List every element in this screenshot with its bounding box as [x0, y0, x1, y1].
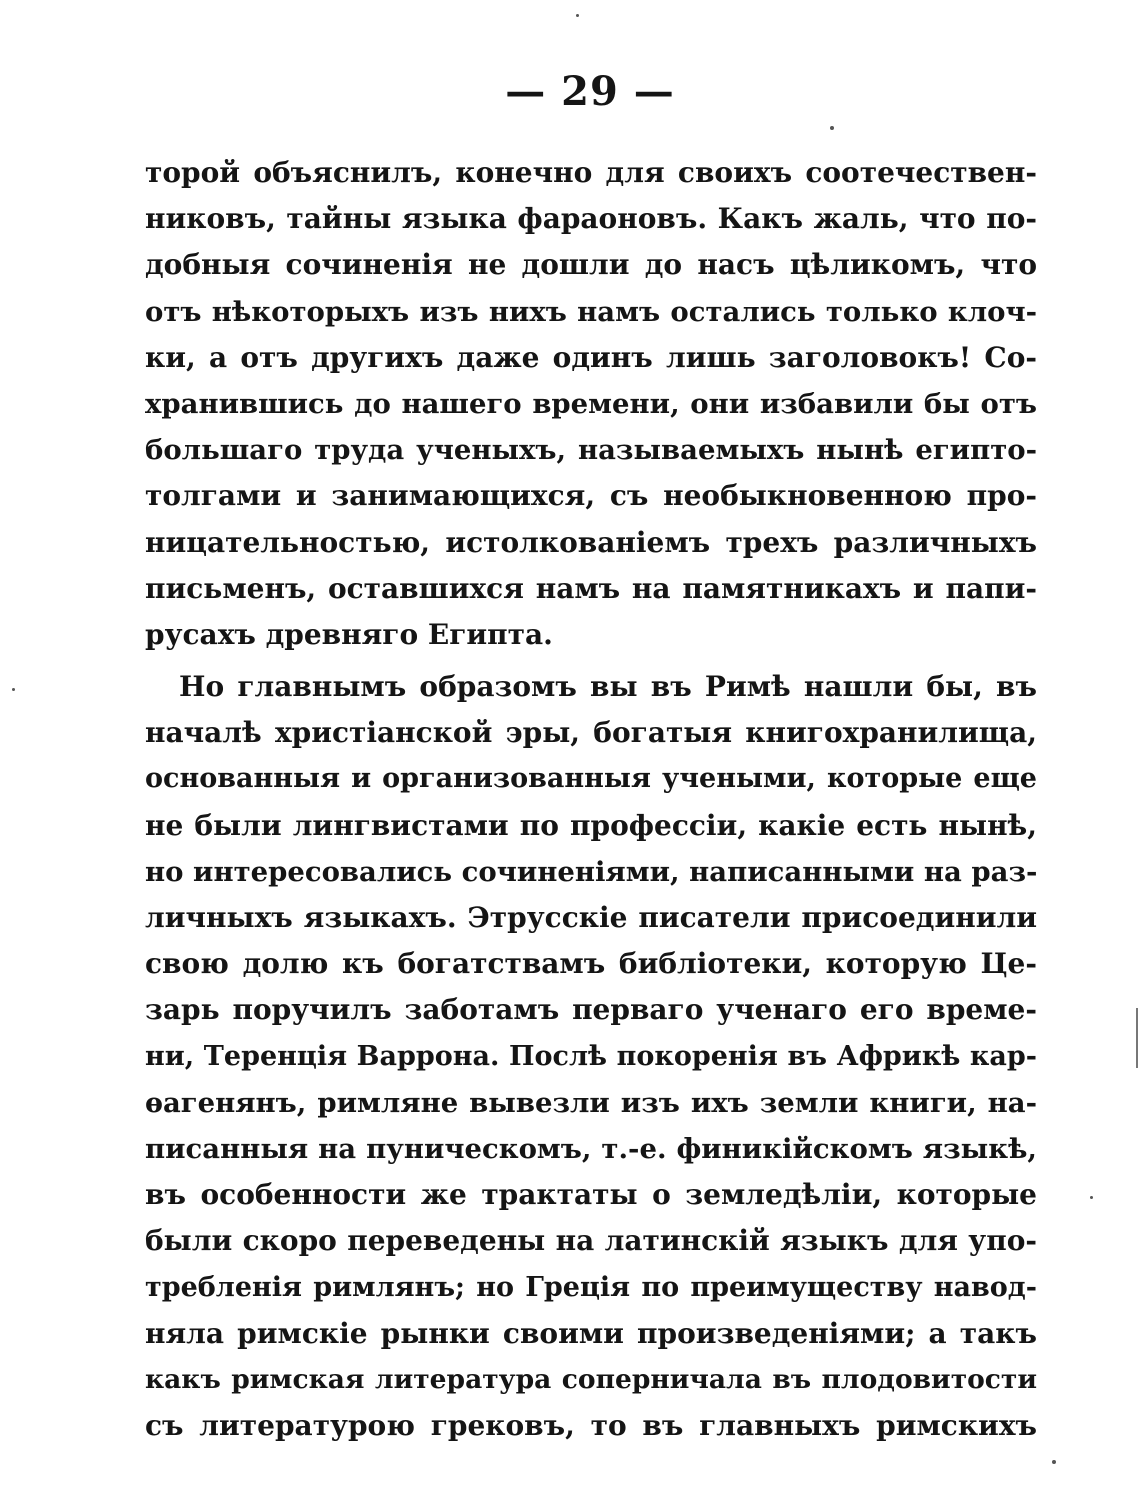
page-edge-mark	[1136, 1008, 1138, 1068]
text-line: зарь поручилъ заботамъ перваго ученаго его време-	[145, 993, 1037, 1027]
text-line: ни, Теренція Варрона. Послѣ покоренія въ Африкѣ кар-	[145, 1040, 1037, 1072]
text-line: хранившись до нашего времени, они избавили бы отъ	[145, 387, 1037, 420]
text-line: свою долю къ богатствамъ библіотеки, которую Це-	[145, 947, 1037, 981]
text-line: ницательностью, истолкованіемъ трехъ различныхъ	[145, 525, 1037, 559]
page-number: — 29 —	[505, 68, 675, 115]
scan-speck	[1090, 1196, 1093, 1199]
scan-speck	[830, 126, 834, 130]
text-line: отъ нѣкоторыхъ изъ нихъ намъ остались только клоч-	[145, 295, 1037, 328]
text-line: личныхъ языкахъ. Этрусскіе писатели присоединили	[145, 901, 1037, 934]
text-line: Но главнымъ образомъ вы въ Римѣ нашли бы, въ	[179, 670, 1037, 704]
scan-speck	[576, 14, 579, 17]
body-text	[145, 150, 1037, 1449]
text-line: торой объяснилъ, конечно для своихъ соотечествен-	[145, 156, 1037, 189]
text-line: большаго труда ученыхъ, называемыхъ нынѣ египто-	[145, 434, 1037, 467]
text-line: началѣ христіанской эры, богатыя книгохранилища,	[145, 716, 1037, 750]
scan-speck	[1052, 1460, 1056, 1464]
text-line: русахъ древняго Египта.	[145, 617, 553, 651]
text-line: были скоро переведены на латинскій языкъ для упо-	[145, 1224, 1037, 1258]
text-line: ки, а отъ другихъ даже одинъ лишь заголовокъ! Со-	[145, 340, 1037, 374]
scan-speck	[12, 688, 15, 691]
text-line: но интересовались сочиненіями, написанными на раз-	[145, 855, 1038, 888]
text-line: въ особенности же трактаты о земледѣліи, которые	[145, 1178, 1037, 1212]
text-line: не были лингвистами по профессіи, какіе есть нынѣ,	[145, 808, 1037, 842]
text-line: какъ римская литература соперничала въ плодовитости	[145, 1363, 1037, 1395]
text-line: основанныя и организованныя учеными, которые еще	[145, 763, 1037, 795]
text-line: толгами и занимающихся, съ необыкновенною про-	[145, 479, 1037, 513]
text-line: ѳагенянъ, римляне вывезли изъ ихъ земли книги, на-	[145, 1086, 1037, 1119]
text-line: письменъ, оставшихся намъ на памятникахъ и папи-	[145, 571, 1037, 605]
text-line: съ литературою грековъ, то въ главныхъ римскихъ	[145, 1409, 1037, 1443]
text-line: добныя сочиненія не дошли до насъ цѣликомъ, что	[145, 248, 1037, 282]
text-line: никовъ, тайны языка фараоновъ. Какъ жаль, что по-	[145, 202, 1037, 236]
text-line: писанныя на пуническомъ, т.-е. финикійскомъ языкѣ,	[145, 1132, 1037, 1165]
text-line: няла римскіе рынки своими произведеніями; а такъ	[145, 1316, 1037, 1350]
text-line: требленія римлянъ; но Греція по преимуществу навод-	[145, 1271, 1037, 1303]
